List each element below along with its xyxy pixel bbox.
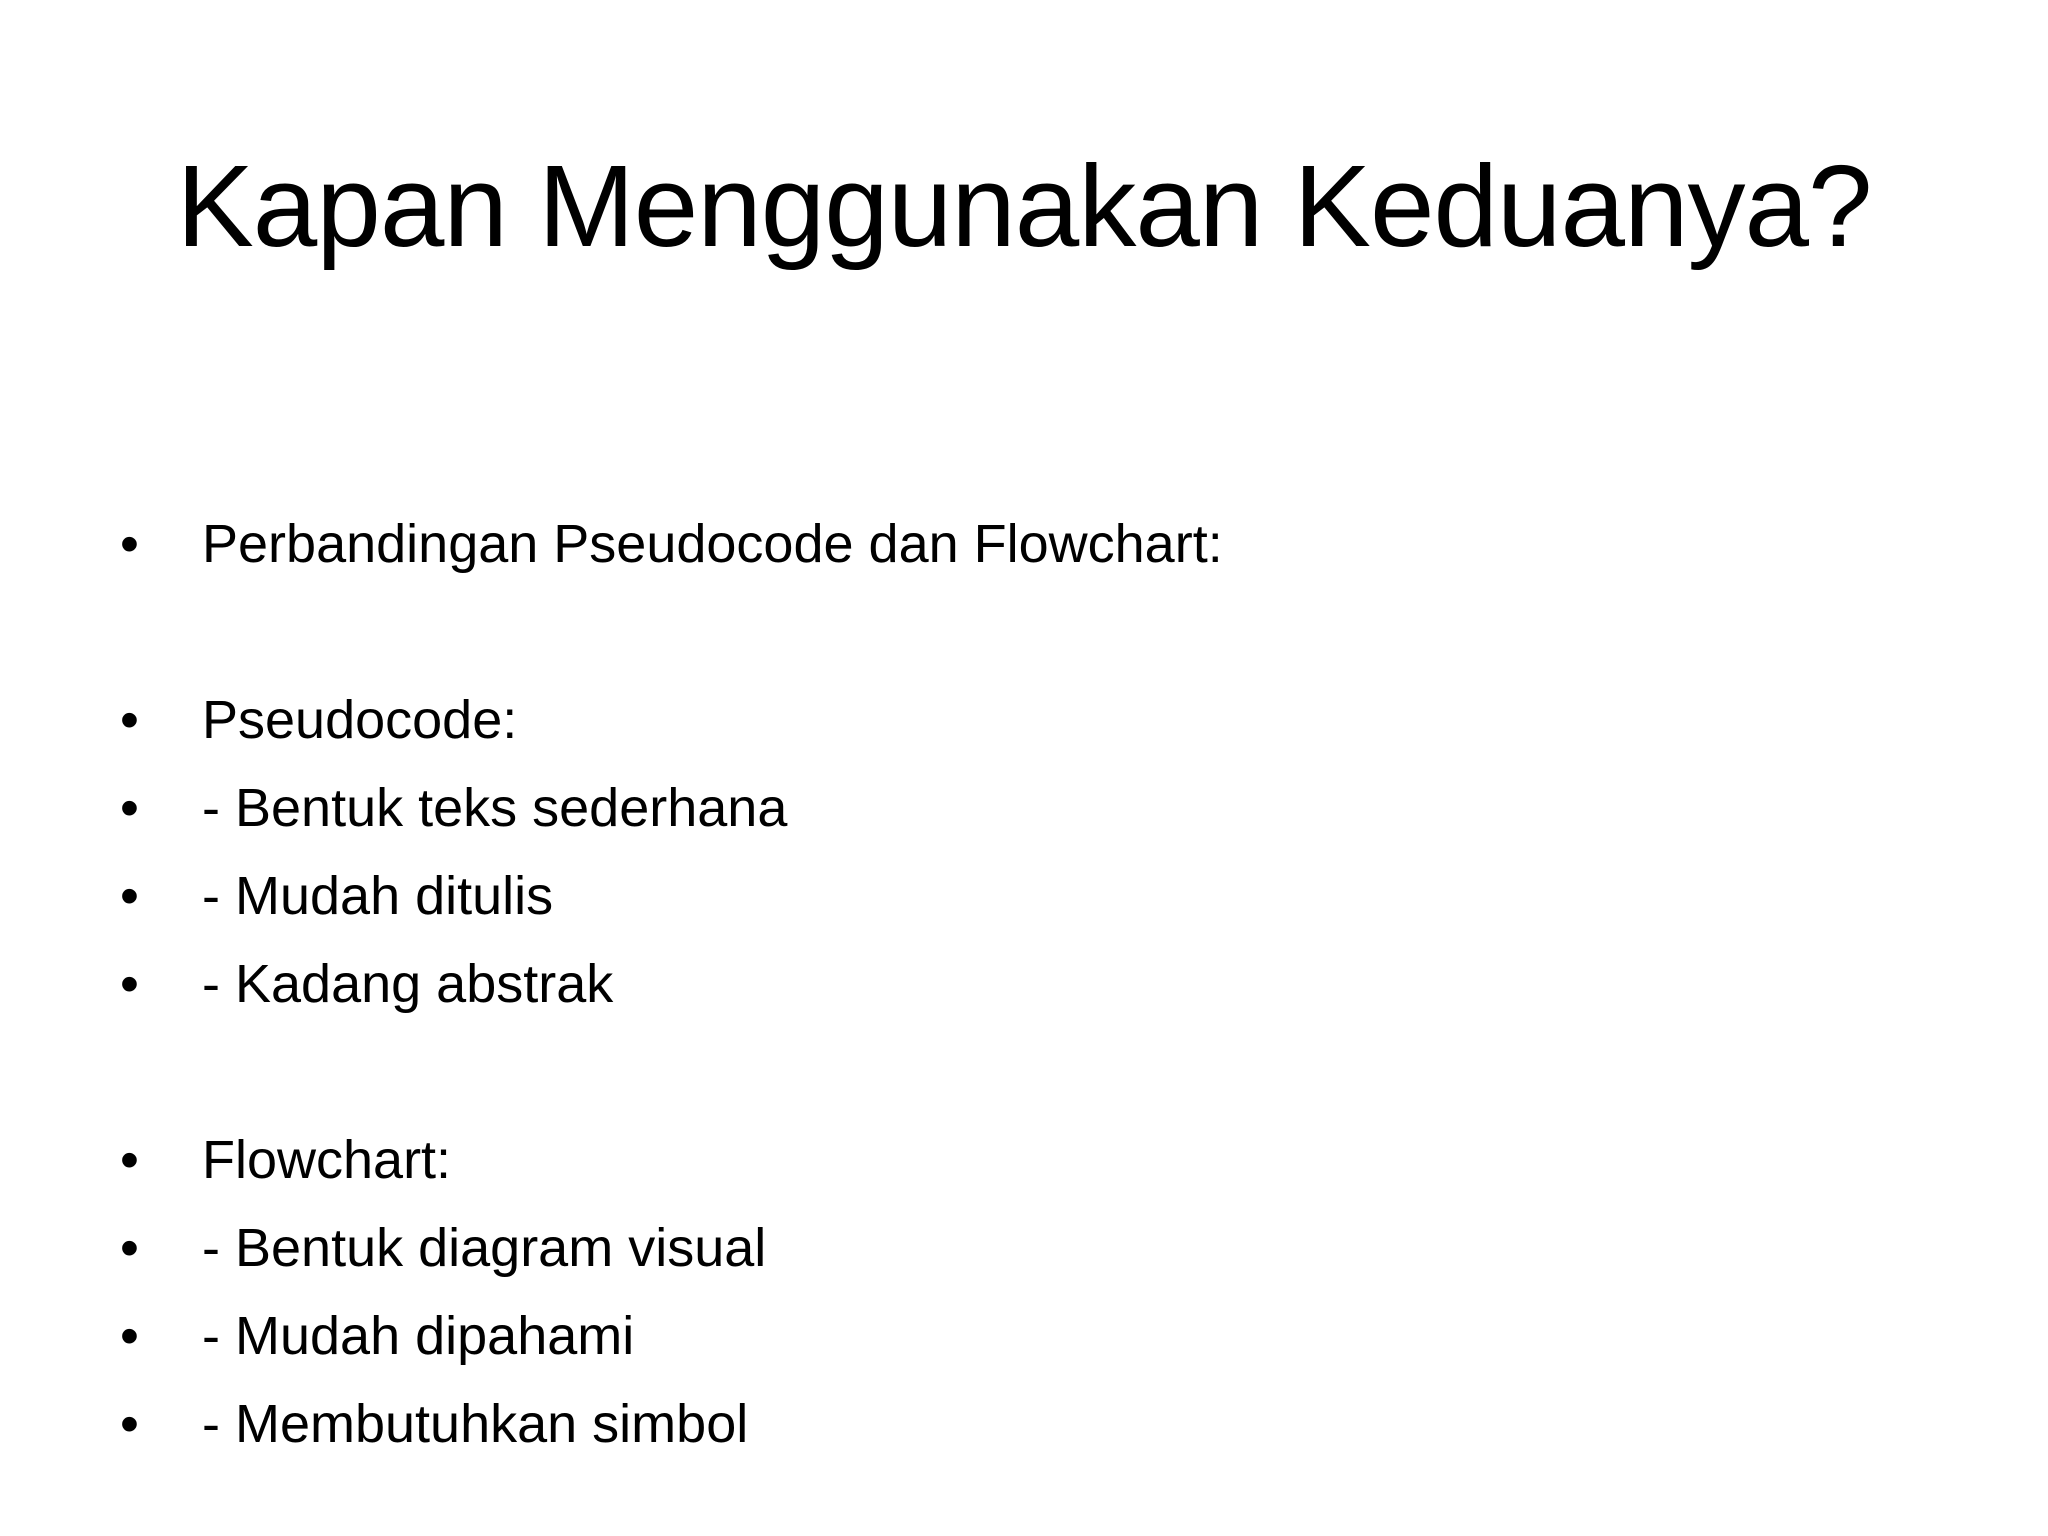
bullet-icon: • (120, 866, 139, 926)
bullet-text: Flowchart: (202, 1130, 452, 1190)
bullet-icon: • (120, 514, 139, 574)
bullet-icon: • (120, 1130, 139, 1190)
bullet-icon: • (120, 690, 139, 750)
bullet-item (120, 764, 1940, 852)
bullet-text: Pseudocode: (202, 690, 518, 750)
bullet-text: - Membutuhkan simbol (202, 1394, 749, 1454)
bullet-icon: • (120, 1394, 139, 1454)
bullet-list (120, 500, 1940, 1468)
bullet-icon: • (120, 1218, 139, 1278)
bullet-text: - Mudah ditulis (202, 866, 554, 926)
bullet-item (120, 500, 1940, 588)
bullet-icon: • (120, 1306, 139, 1366)
bullet-item (120, 940, 1940, 1028)
bullet-text: - Bentuk diagram visual (202, 1218, 767, 1278)
bullet-text: - Mudah dipahami (202, 1306, 635, 1366)
bullet-icon: • (120, 778, 139, 838)
bullet-item (120, 1204, 1940, 1292)
bullet-item (120, 852, 1940, 940)
bullet-icon: • (120, 954, 139, 1014)
bullet-text: - Kadang abstrak (202, 954, 614, 1014)
bullet-text: - Bentuk teks sederhana (202, 778, 788, 838)
slide-title: Kapan Menggunakan Keduanya? (176, 141, 1872, 271)
bullet-item (120, 1380, 1940, 1468)
bullet-text: Perbandingan Pseudocode dan Flowchart: (202, 514, 1223, 574)
bullet-item (120, 676, 1940, 764)
bullet-item (120, 1116, 1940, 1204)
bullet-item (120, 1292, 1940, 1380)
